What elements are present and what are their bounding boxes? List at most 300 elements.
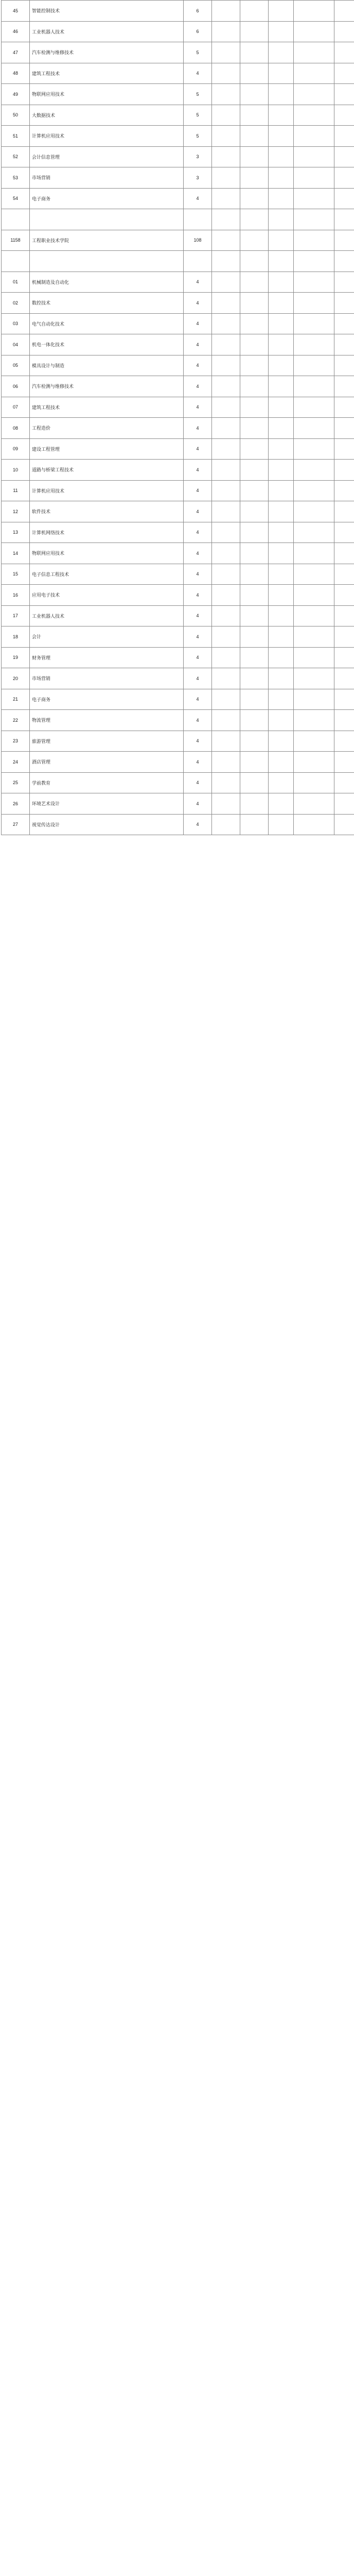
table-cell-code: 25	[2, 772, 30, 793]
table-cell-c	[240, 772, 269, 793]
table-cell-c	[240, 689, 269, 710]
table-cell-c	[240, 752, 269, 773]
table-cell-name	[30, 209, 184, 230]
table-cell-e	[294, 668, 334, 689]
table-row	[2, 793, 354, 815]
table-cell-e	[294, 543, 334, 564]
table-row	[2, 1, 354, 22]
table-cell-a: 108	[184, 230, 212, 251]
table-cell-e	[294, 188, 334, 209]
table-cell-a: 4	[184, 522, 212, 543]
table-cell-f	[334, 230, 354, 251]
table-cell-name: 建设工程管理	[30, 438, 184, 460]
table-cell-code	[2, 251, 30, 272]
table-cell-e	[294, 146, 334, 167]
table-cell-b	[212, 647, 240, 668]
table-cell-b	[212, 1, 240, 22]
table-cell-d	[269, 689, 294, 710]
table-cell-code: 24	[2, 752, 30, 773]
table-cell-d	[269, 42, 294, 63]
table-cell-c	[240, 626, 269, 648]
table-cell-e	[294, 84, 334, 105]
table-cell-name: 市场营销	[30, 167, 184, 189]
table-cell-a: 4	[184, 564, 212, 585]
table-cell-f	[334, 355, 354, 376]
table-cell-code: 47	[2, 42, 30, 63]
table-cell-d	[269, 146, 294, 167]
table-cell-code: 1158	[2, 230, 30, 251]
table-cell-b	[212, 522, 240, 543]
table-cell-e	[294, 689, 334, 710]
table-cell-c	[240, 355, 269, 376]
table-cell-code: 18	[2, 626, 30, 648]
table-row	[2, 668, 354, 689]
table-cell-c	[240, 522, 269, 543]
table-cell-d	[269, 105, 294, 126]
table-cell-f	[334, 772, 354, 793]
table-cell-d	[269, 293, 294, 314]
table-cell-c	[240, 313, 269, 334]
table-cell-b	[212, 564, 240, 585]
table-cell-e	[294, 63, 334, 84]
table-cell-name: 应用电子技术	[30, 585, 184, 606]
table-cell-name: 物流管理	[30, 710, 184, 731]
table-cell-a: 4	[184, 772, 212, 793]
table-cell-code: 01	[2, 272, 30, 293]
table-cell-a: 4	[184, 376, 212, 397]
table-cell-name: 智能控制技术	[30, 1, 184, 22]
table-cell-f	[334, 251, 354, 272]
table-cell-b	[212, 710, 240, 731]
table-cell-d	[269, 710, 294, 731]
table-cell-b	[212, 418, 240, 439]
table-row	[2, 480, 354, 501]
table-cell-c	[240, 585, 269, 606]
table-cell-code: 17	[2, 605, 30, 626]
table-cell-code: 48	[2, 63, 30, 84]
table-cell-c	[240, 438, 269, 460]
table-cell-code: 53	[2, 167, 30, 189]
table-cell-a: 4	[184, 272, 212, 293]
table-cell-e	[294, 313, 334, 334]
table-row	[2, 63, 354, 84]
table-cell-a: 3	[184, 146, 212, 167]
table-cell-f	[334, 647, 354, 668]
table-cell-name: 软件技术	[30, 501, 184, 522]
table-cell-code: 02	[2, 293, 30, 314]
table-cell-a: 4	[184, 460, 212, 481]
table-cell-d	[269, 188, 294, 209]
table-cell-e	[294, 585, 334, 606]
table-cell-b	[212, 355, 240, 376]
table-cell-f	[334, 480, 354, 501]
table-cell-b	[212, 438, 240, 460]
table-cell-b	[212, 668, 240, 689]
table-cell-b	[212, 397, 240, 418]
table-cell-f	[334, 710, 354, 731]
table-cell-b	[212, 626, 240, 648]
table-cell-c	[240, 21, 269, 42]
table-cell-b	[212, 146, 240, 167]
table-cell-a: 5	[184, 126, 212, 147]
table-cell-name: 机电一体化技术	[30, 334, 184, 355]
table-cell-a: 4	[184, 480, 212, 501]
table-cell-code: 03	[2, 313, 30, 334]
table-cell-name: 酒店管理	[30, 752, 184, 773]
table-cell-e	[294, 438, 334, 460]
table-cell-d	[269, 63, 294, 84]
table-cell-d	[269, 251, 294, 272]
table-cell-name: 市场营销	[30, 668, 184, 689]
table-row	[2, 126, 354, 147]
table-cell-a: 4	[184, 585, 212, 606]
table-cell-name: 会计信息管理	[30, 146, 184, 167]
table-cell-a: 4	[184, 63, 212, 84]
table-cell-e	[294, 501, 334, 522]
table-cell-c	[240, 293, 269, 314]
table-cell-name: 电子信息工程技术	[30, 564, 184, 585]
table-cell-b	[212, 376, 240, 397]
table-cell-d	[269, 230, 294, 251]
table-cell-c	[240, 376, 269, 397]
table-cell-d	[269, 438, 294, 460]
table-cell-d	[269, 334, 294, 355]
table-cell-code: 54	[2, 188, 30, 209]
table-cell-e	[294, 731, 334, 752]
table-cell-c	[240, 710, 269, 731]
table-cell-d	[269, 418, 294, 439]
table-cell-c	[240, 480, 269, 501]
table-cell-e	[294, 105, 334, 126]
table-cell-c	[240, 418, 269, 439]
table-cell-d	[269, 585, 294, 606]
table-row	[2, 230, 354, 251]
table-cell-a: 4	[184, 313, 212, 334]
table-cell-c	[240, 188, 269, 209]
table-cell-a: 6	[184, 1, 212, 22]
table-cell-a: 4	[184, 188, 212, 209]
table-row	[2, 84, 354, 105]
table-cell-e	[294, 605, 334, 626]
table-cell-c	[240, 543, 269, 564]
table-cell-code: 46	[2, 21, 30, 42]
table-cell-d	[269, 272, 294, 293]
table-cell-f	[334, 63, 354, 84]
table-cell-code: 16	[2, 585, 30, 606]
table-row	[2, 689, 354, 710]
table-cell-c	[240, 793, 269, 815]
table-cell-code: 15	[2, 564, 30, 585]
table-cell-code: 27	[2, 814, 30, 835]
table-cell-code: 11	[2, 480, 30, 501]
table-cell-f	[334, 585, 354, 606]
table-cell-e	[294, 293, 334, 314]
table-cell-name: 建筑工程技术	[30, 397, 184, 418]
table-cell-b	[212, 772, 240, 793]
table-row	[2, 105, 354, 126]
table-cell-e	[294, 21, 334, 42]
table-cell-a: 4	[184, 334, 212, 355]
table-row	[2, 501, 354, 522]
table-row	[2, 814, 354, 835]
table-cell-b	[212, 230, 240, 251]
table-cell-b	[212, 480, 240, 501]
table-row	[2, 251, 354, 272]
table-row	[2, 334, 354, 355]
table-cell-code: 07	[2, 397, 30, 418]
table-cell-d	[269, 752, 294, 773]
table-cell-a: 4	[184, 710, 212, 731]
table-cell-name: 财务管理	[30, 647, 184, 668]
table-cell-code	[2, 209, 30, 230]
table-cell-d	[269, 1, 294, 22]
table-cell-name: 学前教育	[30, 772, 184, 793]
table-cell-b	[212, 689, 240, 710]
table-cell-f	[334, 167, 354, 189]
table-cell-f	[334, 522, 354, 543]
table-cell-name: 道路与桥梁工程技术	[30, 460, 184, 481]
table-row	[2, 355, 354, 376]
table-cell-code: 05	[2, 355, 30, 376]
table-cell-b	[212, 42, 240, 63]
table-row	[2, 418, 354, 439]
table-cell-name: 汽车检测与维修技术	[30, 42, 184, 63]
table-cell-code: 19	[2, 647, 30, 668]
table-cell-a: 4	[184, 647, 212, 668]
table-cell-c	[240, 814, 269, 835]
table-cell-c	[240, 564, 269, 585]
enrollment-plan-table	[1, 0, 354, 835]
table-cell-e	[294, 418, 334, 439]
table-cell-code: 23	[2, 731, 30, 752]
table-cell-b	[212, 460, 240, 481]
table-cell-code: 10	[2, 460, 30, 481]
table-cell-c	[240, 1, 269, 22]
table-cell-b	[212, 731, 240, 752]
table-row	[2, 710, 354, 731]
table-cell-e	[294, 230, 334, 251]
table-cell-c	[240, 167, 269, 189]
table-cell-d	[269, 793, 294, 815]
table-cell-a: 4	[184, 731, 212, 752]
table-cell-name: 旅游管理	[30, 731, 184, 752]
table-cell-f	[334, 543, 354, 564]
table-cell-b	[212, 105, 240, 126]
table-cell-a: 4	[184, 397, 212, 418]
table-cell-code: 52	[2, 146, 30, 167]
table-cell-e	[294, 647, 334, 668]
table-cell-f	[334, 418, 354, 439]
table-row	[2, 731, 354, 752]
table-row	[2, 397, 354, 418]
table-cell-c	[240, 397, 269, 418]
table-cell-e	[294, 334, 334, 355]
table-row	[2, 188, 354, 209]
table-cell-c	[240, 647, 269, 668]
table-cell-d	[269, 167, 294, 189]
table-row	[2, 272, 354, 293]
table-cell-name: 计算机应用技术	[30, 480, 184, 501]
table-cell-c	[240, 460, 269, 481]
table-cell-c	[240, 251, 269, 272]
table-cell-f	[334, 689, 354, 710]
table-cell-d	[269, 84, 294, 105]
table-cell-d	[269, 209, 294, 230]
table-cell-b	[212, 167, 240, 189]
table-cell-f	[334, 668, 354, 689]
table-cell-e	[294, 251, 334, 272]
table-cell-c	[240, 105, 269, 126]
table-cell-b	[212, 585, 240, 606]
table-cell-e	[294, 793, 334, 815]
table-cell-f	[334, 209, 354, 230]
table-cell-a: 6	[184, 21, 212, 42]
table-cell-e	[294, 752, 334, 773]
table-cell-code: 09	[2, 438, 30, 460]
table-cell-code: 50	[2, 105, 30, 126]
table-row	[2, 585, 354, 606]
table-cell-e	[294, 626, 334, 648]
table-cell-name: 物联网应用技术	[30, 543, 184, 564]
table-cell-c	[240, 146, 269, 167]
table-row	[2, 209, 354, 230]
table-cell-name: 视觉传达设计	[30, 814, 184, 835]
table-cell-d	[269, 376, 294, 397]
table-cell-f	[334, 438, 354, 460]
table-cell-code: 51	[2, 126, 30, 147]
table-cell-e	[294, 42, 334, 63]
table-cell-d	[269, 313, 294, 334]
table-cell-b	[212, 209, 240, 230]
table-cell-f	[334, 334, 354, 355]
table-cell-b	[212, 814, 240, 835]
table-cell-f	[334, 21, 354, 42]
table-cell-e	[294, 480, 334, 501]
table-cell-b	[212, 752, 240, 773]
table-cell-e	[294, 564, 334, 585]
table-cell-d	[269, 126, 294, 147]
table-cell-b	[212, 84, 240, 105]
table-cell-name: 机械制造及自动化	[30, 272, 184, 293]
table-cell-a: 4	[184, 501, 212, 522]
table-cell-e	[294, 1, 334, 22]
table-cell-c	[240, 209, 269, 230]
table-cell-a: 4	[184, 689, 212, 710]
table-cell-b	[212, 605, 240, 626]
table-cell-c	[240, 731, 269, 752]
table-cell-a: 4	[184, 355, 212, 376]
table-cell-a: 4	[184, 752, 212, 773]
table-row	[2, 647, 354, 668]
table-cell-f	[334, 42, 354, 63]
table-cell-f	[334, 564, 354, 585]
table-cell-c	[240, 63, 269, 84]
table-cell-c	[240, 126, 269, 147]
table-cell-a: 4	[184, 668, 212, 689]
table-cell-d	[269, 355, 294, 376]
table-row	[2, 438, 354, 460]
table-cell-f	[334, 272, 354, 293]
table-cell-a	[184, 209, 212, 230]
table-cell-d	[269, 668, 294, 689]
table-cell-f	[334, 313, 354, 334]
table-cell-f	[334, 793, 354, 815]
table-cell-c	[240, 230, 269, 251]
table-cell-a: 5	[184, 84, 212, 105]
table-cell-f	[334, 84, 354, 105]
table-row	[2, 522, 354, 543]
table-cell-e	[294, 272, 334, 293]
table-cell-e	[294, 209, 334, 230]
table-cell-a: 4	[184, 814, 212, 835]
table-cell-e	[294, 772, 334, 793]
table-cell-a: 4	[184, 293, 212, 314]
table-cell-b	[212, 313, 240, 334]
table-row	[2, 752, 354, 773]
table-cell-code: 20	[2, 668, 30, 689]
table-cell-f	[334, 460, 354, 481]
table-cell-name: 工业机器人技术	[30, 605, 184, 626]
table-cell-f	[334, 814, 354, 835]
table-row	[2, 313, 354, 334]
table-cell-d	[269, 460, 294, 481]
table-cell-a: 4	[184, 605, 212, 626]
table-cell-code: 14	[2, 543, 30, 564]
table-cell-code: 08	[2, 418, 30, 439]
table-cell-b	[212, 251, 240, 272]
table-row	[2, 167, 354, 189]
table-cell-a: 4	[184, 626, 212, 648]
table-row	[2, 543, 354, 564]
table-cell-b	[212, 793, 240, 815]
table-cell-f	[334, 146, 354, 167]
table-cell-f	[334, 731, 354, 752]
table-cell-code: 22	[2, 710, 30, 731]
table-cell-b	[212, 188, 240, 209]
table-cell-code: 21	[2, 689, 30, 710]
table-row	[2, 293, 354, 314]
table-cell-name: 工业机器人技术	[30, 21, 184, 42]
table-cell-b	[212, 501, 240, 522]
table-cell-d	[269, 480, 294, 501]
table-cell-name: 环境艺术设计	[30, 793, 184, 815]
table-cell-a: 3	[184, 167, 212, 189]
table-cell-a	[184, 251, 212, 272]
table-cell-name: 会计	[30, 626, 184, 648]
table-cell-b	[212, 293, 240, 314]
table-cell-code: 26	[2, 793, 30, 815]
table-cell-d	[269, 647, 294, 668]
table-cell-f	[334, 188, 354, 209]
table-cell-name: 模具设计与制造	[30, 355, 184, 376]
table-row	[2, 564, 354, 585]
table-cell-name: 电子商务	[30, 188, 184, 209]
table-cell-c	[240, 668, 269, 689]
table-cell-name: 工程造价	[30, 418, 184, 439]
table-cell-b	[212, 543, 240, 564]
table-cell-f	[334, 1, 354, 22]
table-cell-name: 电气自动化技术	[30, 313, 184, 334]
table-cell-d	[269, 564, 294, 585]
table-cell-d	[269, 397, 294, 418]
table-cell-a: 5	[184, 105, 212, 126]
table-cell-d	[269, 522, 294, 543]
table-cell-a: 4	[184, 438, 212, 460]
table-cell-name: 计算机应用技术	[30, 126, 184, 147]
table-cell-b	[212, 334, 240, 355]
table-cell-b	[212, 126, 240, 147]
table-row	[2, 626, 354, 648]
